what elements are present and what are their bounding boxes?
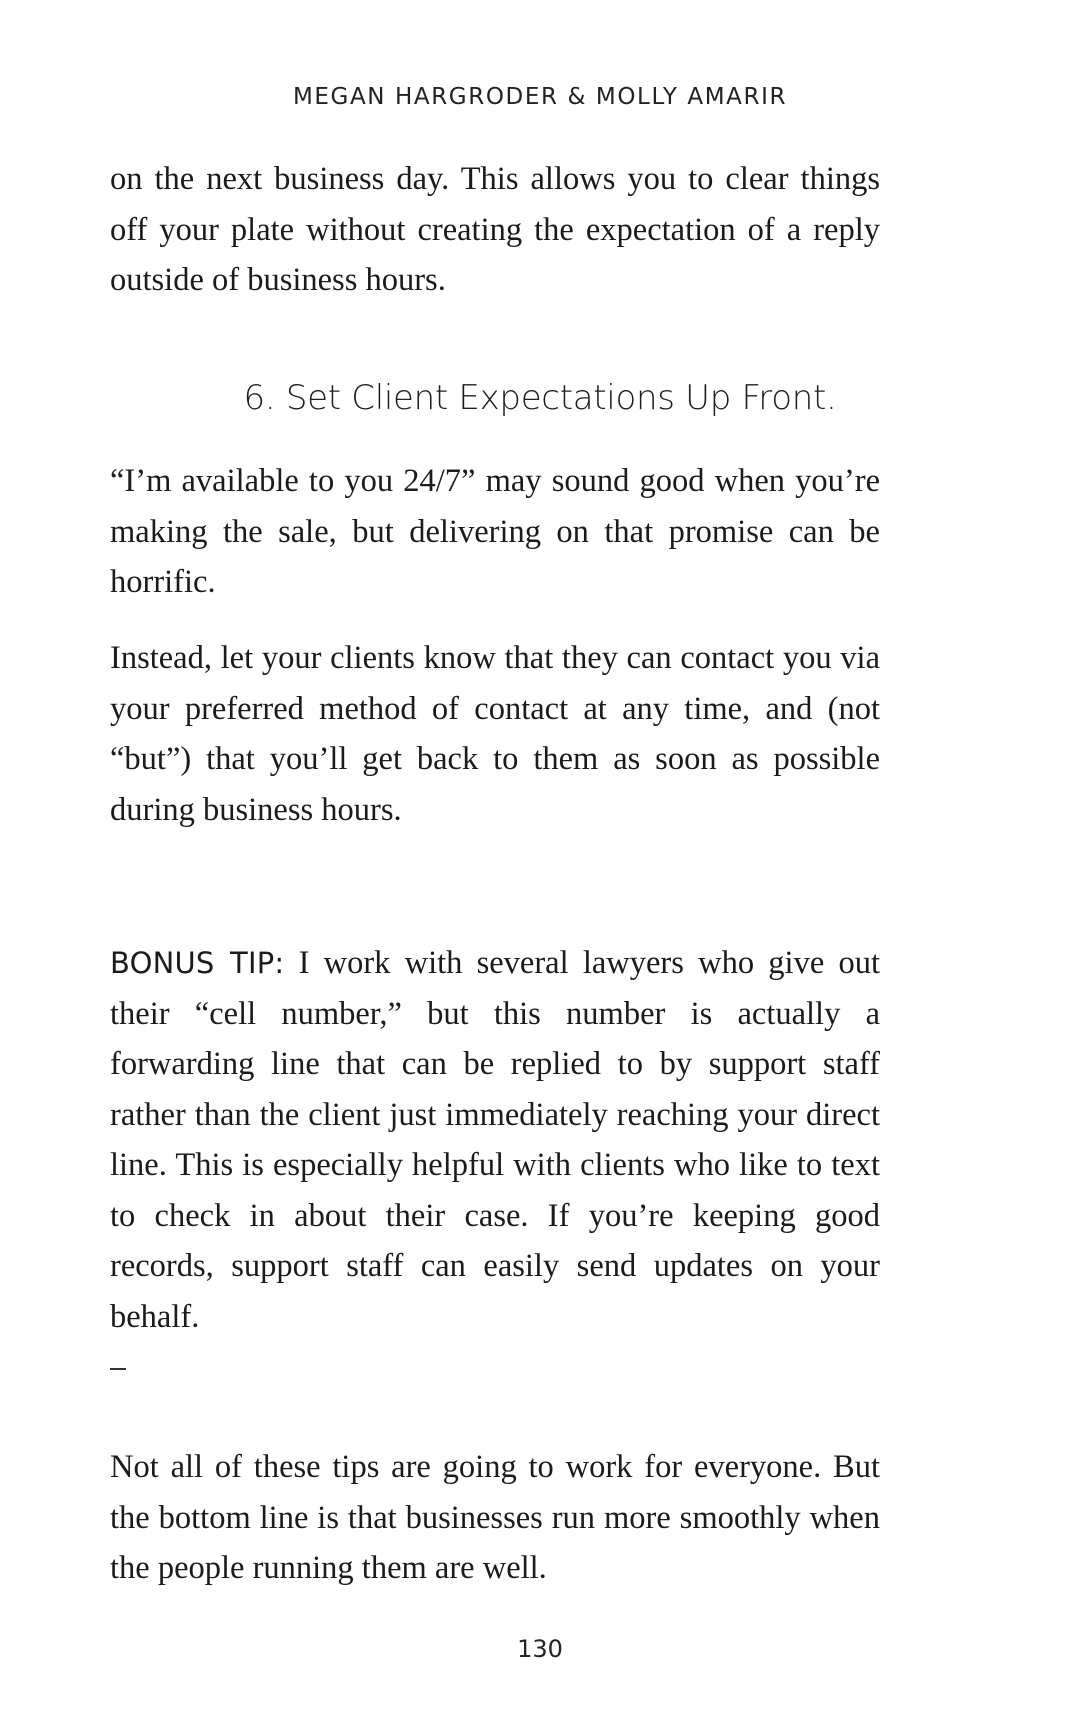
running-header: MEGAN HARGRODER & MOLLY AMARIR [292,84,788,110]
bonus-tip-paragraph [110,938,880,1342]
paragraph-available: “I’m available to you 24/7” may sound good when you’re making the sale, but delivering on that promise can be horrific. [110,463,880,600]
section-heading: 6. Set Client Expectations Up Front. [243,378,837,418]
bonus-tip-label: BONUS TIP: [110,946,285,980]
paragraph-closing: Not all of these tips are going to work for everyone. But the bottom line is that businesses run more smoothly when the people running them are well. [110,1449,880,1586]
paragraph-instead: Instead, let your clients know that they can contact you via your preferred method of contact at any time, and (not “but”) that you’ll get back to them as soon as possible during business hours. [110,640,880,828]
page-number: 130 [517,1635,563,1663]
bonus-tip-text: I work with several lawyers who give out their “cell number,” but this number is actually a forwarding line that can be replied to by support staff rather than the client just immediately reaching your direct line. This is especially helpful with clients who like to text to check in about their case. If you’re keeping good records, support staff can easily send updates on your behalf. [110,945,880,1335]
section-divider-dash [110,1368,126,1370]
paragraph-continued: on the next business day. This allows you to clear things off your plate without creating the expectation of a reply outside of business hours. [110,161,880,298]
